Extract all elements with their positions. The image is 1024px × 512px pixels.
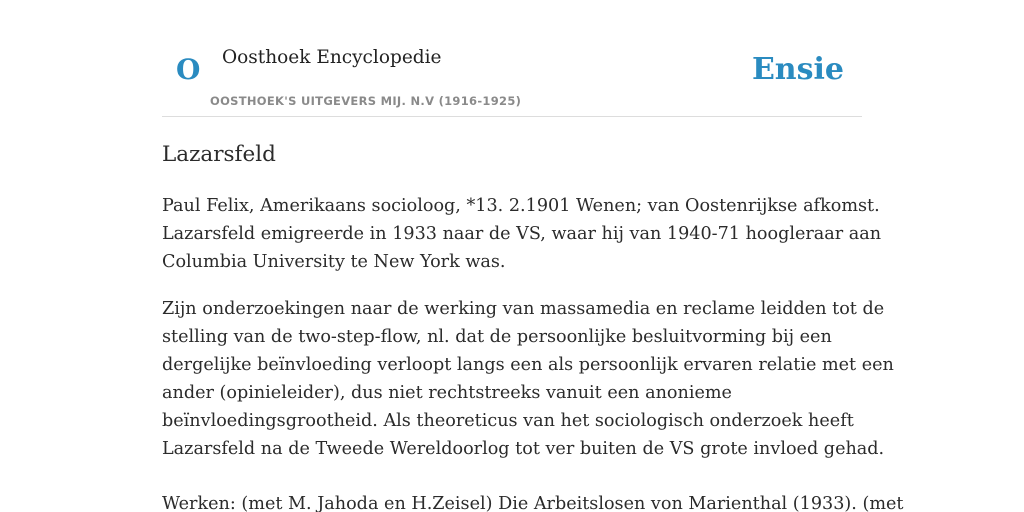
paragraph-line: Werken: (met M. Jahoda en H.Zeisel) Die Arbeitslosen von Marienthal (1933). (met	[162, 494, 904, 512]
site-title[interactable]: Oosthoek Encyclopedie	[222, 47, 442, 68]
article-paragraph-works	[162, 490, 904, 512]
article-paragraph	[162, 192, 882, 276]
paragraph-line: beïnvloedingsgrootheid. Als theoreticus van het sociologisch onderzoek heeft	[162, 411, 854, 431]
entry-title: Lazarsfeld	[162, 142, 276, 167]
brand-logo-link[interactable]: Ensie	[751, 52, 844, 87]
page-card	[162, 0, 904, 512]
paragraph-line: Lazarsfeld emigreerde in 1933 naar de VS, waar hij van 1940-71 hoogleraar aan	[162, 224, 882, 244]
paragraph-line: Columbia University te New York was.	[162, 252, 506, 272]
paragraph-line: Zijn onderzoekingen naar de werking van massamedia en reclame leidden tot de	[162, 299, 885, 319]
paragraph-line: dergelijke beïnvloeding verloopt langs een als persoonlijk ervaren relatie met een	[162, 355, 894, 375]
site-header	[162, 0, 862, 117]
paragraph-line: ander (opinieleider), dus niet rechtstreeks vanuit een anonieme	[162, 383, 732, 403]
paragraph-line: Lazarsfeld na de Tweede Wereldoorlog tot ver buiten de VS grote invloed gehad.	[162, 439, 885, 459]
site-logo[interactable]: O	[176, 53, 201, 86]
article-paragraph	[162, 295, 894, 463]
paragraph-line: Paul Felix, Amerikaans socioloog, *13. 2.1901 Wenen; van Oostenrijkse afkomst.	[162, 196, 880, 216]
paragraph-line: stelling van de two-step-flow, nl. dat de persoonlijke besluitvorming bij een	[162, 327, 832, 347]
publisher-label: OOSTHOEK'S UITGEVERS MIJ. N.V (1916-1925)	[210, 94, 522, 108]
